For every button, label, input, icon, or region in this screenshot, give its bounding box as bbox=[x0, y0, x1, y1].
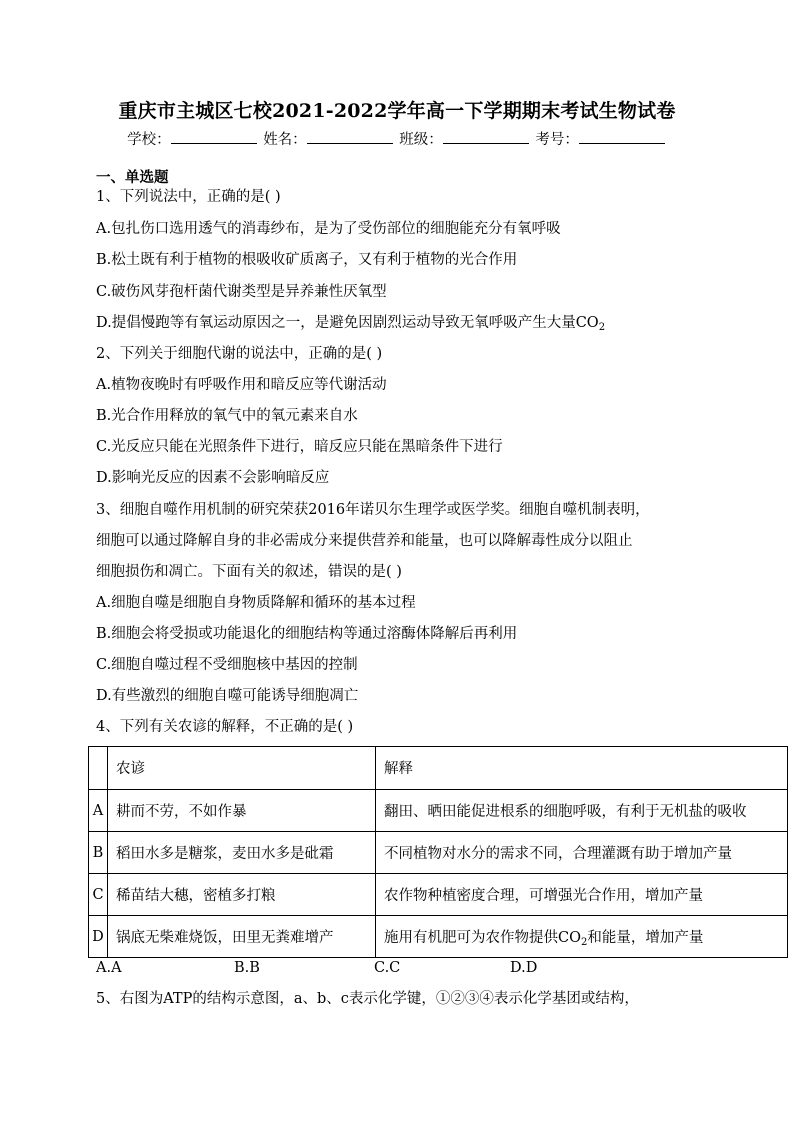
row-proverb: 稻田水多是糖浆，麦田水多是砒霜 bbox=[108, 832, 376, 874]
table-row bbox=[89, 874, 788, 916]
q5-stem: 5、右图为ATP的结构示意图，a、b、c表示化学键，①②③④表示化学基团或结构， bbox=[96, 991, 639, 1007]
row-label: A bbox=[89, 790, 108, 832]
row-explanation: 翻田、晒田能促进根系的细胞呼吸，有利于无机盐的吸收 bbox=[376, 790, 788, 832]
q1-option-d-subscript: 2 bbox=[598, 322, 606, 333]
row-proverb: 锅底无柴难烧饭，田里无粪难增产 bbox=[108, 916, 376, 958]
name-blank[interactable] bbox=[307, 129, 393, 144]
table-header-row bbox=[89, 747, 788, 790]
exam-number-blank[interactable] bbox=[579, 129, 665, 144]
row-label: D bbox=[89, 916, 108, 958]
student-info-line bbox=[0, 128, 794, 149]
school-blank[interactable] bbox=[171, 129, 257, 144]
q2-option-a: A.植物夜晚时有呼吸作用和暗反应等代谢活动 bbox=[96, 377, 387, 393]
table-row bbox=[89, 916, 788, 958]
q2-option-c: C.光反应只能在光照条件下进行，暗反应只能在黑暗条件下进行 bbox=[96, 439, 503, 455]
q1-option-d-text: D.提倡慢跑等有氧运动原因之一，是避免因剧烈运动导致无氧呼吸产生大量CO bbox=[96, 315, 599, 331]
row-explanation: 农作物种植密度合理，可增强光合作用，增加产量 bbox=[376, 874, 788, 916]
q3-option-d: D.有些激烈的细胞自噬可能诱导细胞凋亡 bbox=[96, 688, 359, 704]
q2-stem: 2、下列关于细胞代谢的说法中，正确的是( ) bbox=[96, 346, 383, 362]
q3-stem-line2: 细胞可以通过降解自身的非必需成分来提供营养和能量，也可以降解毒性成分以阻止 bbox=[96, 533, 633, 549]
q3-option-b: B.细胞会将受损或功能退化的细胞结构等通过溶酶体降解后再利用 bbox=[96, 626, 518, 642]
q3-option-a: A.细胞自噬是细胞自身物质降解和循环的基本过程 bbox=[96, 595, 416, 611]
class-blank[interactable] bbox=[443, 129, 529, 144]
row-label: C bbox=[89, 874, 108, 916]
name-label: 姓名： bbox=[263, 132, 307, 148]
exam-number-label: 考号： bbox=[535, 132, 579, 148]
q4-option-c: C.C bbox=[374, 960, 401, 976]
q3-stem-line1: 3、细胞自噬作用机制的研究荣获2016年诺贝尔生理学或医学奖。细胞自噬机制表明， bbox=[96, 502, 650, 518]
q1-option-c: C.破伤风芽孢杆菌代谢类型是异养兼性厌氧型 bbox=[96, 284, 387, 300]
q4-proverb-table bbox=[88, 746, 788, 958]
row-explanation-pre: 施用有机肥可为农作物提供CO bbox=[384, 930, 581, 946]
school-label: 学校： bbox=[127, 132, 171, 148]
q2-option-b: B.光合作用释放的氧气中的氧元素来自水 bbox=[96, 408, 358, 424]
q1-stem: 1、下列说法中，正确的是( ) bbox=[96, 189, 281, 205]
q1-option-b: B.松土既有利于植物的根吸收矿质离子，又有利于植物的光合作用 bbox=[96, 252, 518, 268]
q3-stem-line3: 细胞损伤和凋亡。下面有关的叙述，错误的是( ) bbox=[96, 564, 402, 580]
q4-option-d: D.D bbox=[510, 960, 538, 976]
row-proverb: 耕而不劳，不如作暴 bbox=[108, 790, 376, 832]
row-explanation bbox=[376, 916, 788, 958]
q4-option-a: A.A bbox=[96, 960, 122, 976]
section-heading: 一、单选题 bbox=[96, 169, 169, 186]
q1-option-d bbox=[96, 313, 605, 333]
q1-option-a: A.包扎伤口选用透气的消毒纱布，是为了受伤部位的细胞能充分有氧呼吸 bbox=[96, 221, 561, 237]
table-header-proverb: 农谚 bbox=[108, 747, 376, 790]
row-label: B bbox=[89, 832, 108, 874]
table-header-label bbox=[89, 747, 108, 790]
table-row bbox=[89, 832, 788, 874]
row-explanation-post: 和能量，增加产量 bbox=[587, 930, 704, 946]
q3-option-c: C.细胞自噬过程不受细胞核中基因的控制 bbox=[96, 657, 358, 673]
table-header-explanation: 解释 bbox=[376, 747, 788, 790]
class-label: 班级： bbox=[399, 132, 443, 148]
row-explanation-subscript: 2 bbox=[580, 937, 588, 948]
q2-option-d: D.影响光反应的因素不会影响暗反应 bbox=[96, 470, 330, 486]
row-proverb: 稀苗结大穗，密植多打粮 bbox=[108, 874, 376, 916]
table-row bbox=[89, 790, 788, 832]
q4-stem: 4、下列有关农谚的解释，不正确的是( ) bbox=[96, 719, 354, 735]
row-explanation: 不同植物对水分的需求不同，合理灌溉有助于增加产量 bbox=[376, 832, 788, 874]
q4-option-b: B.B bbox=[234, 960, 260, 976]
exam-title: 重庆市主城区七校2021-2022学年高一下学期期末考试生物试卷 bbox=[118, 100, 676, 122]
